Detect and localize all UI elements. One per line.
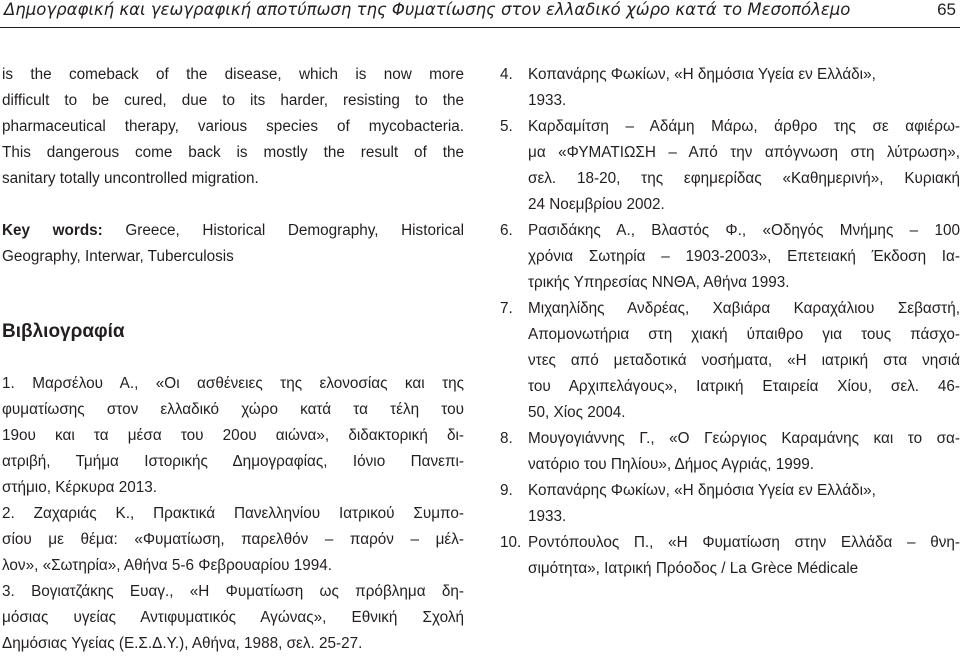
abstract-line: sanitary totally uncontrolled migration. (2, 170, 259, 187)
bibliography-heading: Βιβλιογραφία (2, 321, 125, 342)
reference-line: ατριβή, Τμήμα Ιστορικής Δημογραφίας, Ιόνιο Πανεπι- (2, 453, 464, 470)
reference-line: Μουγογιάννης Γ., «Ο Γεώργιος Καραμάνης και το σα- (528, 430, 960, 447)
reference-line: Απομονωτήρια στη χιακή ύπαιθρο για τους πάσχο- (528, 326, 960, 343)
keywords-list-continued: Geography, Interwar, Tuberculosis (2, 248, 234, 265)
reference-line: τρικής Υπηρεσίας ΝΝΘΑ, Αθήνα 1993. (528, 274, 790, 291)
reference-line: Μιχαηλίδης Ανδρέας, Χαβιάρα Καραχάλιου Σεβαστή, (528, 300, 960, 317)
reference-line: 2. Ζαχαριάς Κ., Πρακτικά Πανελληνίου Ιατρικού Συμπο- (2, 505, 464, 522)
reference-line: 24 Νοεμβρίου 2002. (528, 196, 665, 213)
reference-line: Ρασιδάκης Α., Βλαστός Φ., «Οδηγός Μνήμης – 100 (528, 222, 960, 239)
reference-number: 8. (500, 430, 513, 447)
reference-line: μόσιας υγείας Αντιφυματικός Αγώνας», Εθνική Σχολή (2, 609, 464, 626)
page-number: 65 (937, 0, 956, 19)
reference-line: σίου με θέμα: «Φυματίωση, παρελθόν – παρόν – μέλ- (2, 531, 464, 548)
abstract-line: is the comeback of the disease, which is now more (2, 66, 464, 83)
reference-line: λον», «Σωτηρία», Αθήνα 5-6 Φεβρουαρίου 1994. (2, 557, 332, 574)
reference-line: του Αρχιπελάγους», Ιατρική Εταιρεία Χίου, σελ. 46- (528, 378, 960, 395)
reference-number: 5. (500, 118, 513, 135)
reference-line: ντες από μεταδοτικά νοσήματα, «Η ιατρική στα νησιά (528, 352, 960, 369)
reference-line: Καρδαμίτση – Αδάμη Μάρω, άρθρο της σε αφιέρω- (528, 118, 960, 135)
reference-line: 50, Χίος 2004. (528, 404, 626, 421)
abstract-line: This dangerous come back is mostly the result of the (2, 144, 464, 161)
reference-line: σιμότητα», Ιατρική Πρόοδος / La Grèce Médicale (528, 560, 859, 577)
reference-line: Κοπανάρης Φωκίων, «Η δημόσια Υγεία εν Ελλάδι», (528, 482, 876, 499)
keywords-label: Key words: (2, 222, 103, 239)
reference-number: 7. (500, 300, 513, 317)
reference-line: 19ου και τα μέσα του 20ου αιώνα», διδακτορική δι- (2, 427, 464, 444)
reference-number: 4. (500, 66, 513, 83)
reference-line: μα «ΦΥΜΑΤΙΩΣΗ – Από την απόγνωση στη λύτρωση», (528, 144, 960, 161)
reference-line: 1. Μαρσέλου Α., «Οι ασθένειες της ελονοσίας και της (2, 375, 464, 392)
reference-number: 10. (500, 534, 522, 551)
reference-number: 6. (500, 222, 513, 239)
abstract-line: pharmaceutical therapy, various species of mycobacteria. (2, 118, 464, 135)
reference-line: στήμιο, Κέρκυρα 2013. (2, 479, 158, 496)
reference-line: χρόνια Σωτηρία – 1903-2003», Επετειακή Έκδοση Ια- (528, 248, 960, 265)
reference-line: 1933. (528, 508, 567, 525)
running-header (0, 0, 960, 30)
reference-number: 9. (500, 482, 513, 499)
reference-line: 3. Βογιατζάκης Ευαγ., «Η Φυματίωση ως πρόβλημα δη- (2, 583, 464, 600)
reference-line: Δημόσιας Υγείας (Ε.Σ.Δ.Υ.), Αθήνα, 1988, σελ. 25-27. (2, 635, 363, 652)
reference-line: σελ. 18-20, της εφημερίδας «Καθημερινή», Κυριακή (528, 170, 960, 187)
reference-line: Ροντόπουλος Π., «Η Φυματίωση στην Ελλάδα – θνη- (528, 534, 960, 551)
reference-line: νατόριο του Πηλίου», Δήμος Αγριάς, 1999. (528, 456, 814, 473)
abstract-line: difficult to be cured, due to its harder, resisting to the (2, 92, 464, 109)
running-title: Δημογραφική και γεωγραφική αποτύπωση της Φυματίωσης στον ελλαδικό χώρο κατά το Μεσοπόλεμο (4, 0, 851, 19)
reference-line: 1933. (528, 92, 567, 109)
reference-line: Κοπανάρης Φωκίων, «Η δημόσια Υγεία εν Ελλάδι», (528, 66, 876, 83)
header-rule (0, 27, 960, 28)
keywords-list: Greece, Historical Demography, Historical (102, 222, 464, 239)
reference-line: φυματίωσης στον ελλαδικό χώρο κατά τα τέλη του (2, 401, 464, 418)
